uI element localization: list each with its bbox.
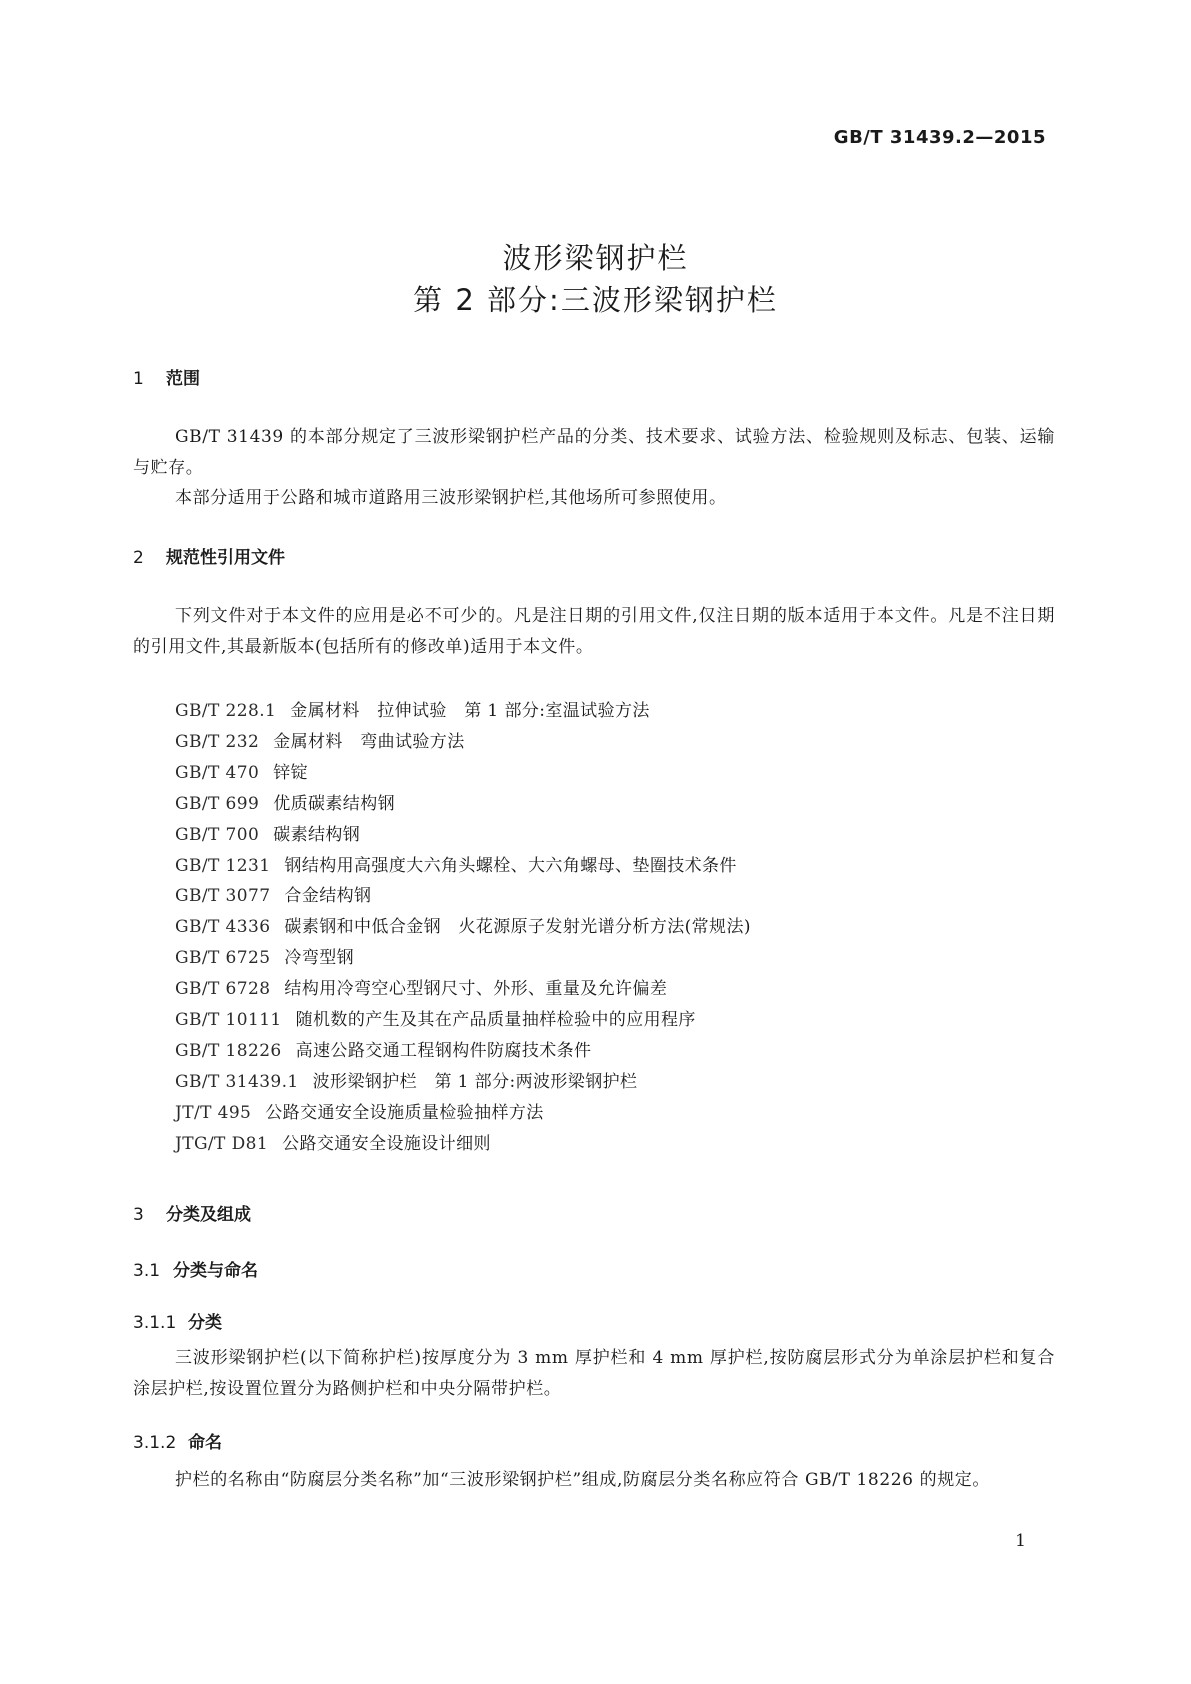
section-number: 3 <box>133 1205 144 1225</box>
reference-title: 结构用冷弯空心型钢尺寸、外形、重量及允许偏差 <box>284 979 668 1000</box>
reference-title: 公路交通安全设施质量检验抽样方法 <box>265 1102 544 1123</box>
section-number: 3.1.2 <box>133 1433 177 1453</box>
reference-list <box>175 696 751 1160</box>
section-1-heading <box>133 364 200 389</box>
reference-title: 金属材料 拉伸试验 第 1 部分:室温试验方法 <box>290 701 650 721</box>
reference-code: GB/T 3077 <box>175 886 271 907</box>
reference-code: GB/T 700 <box>175 824 260 845</box>
reference-item <box>175 1129 751 1160</box>
reference-code: GB/T 6725 <box>175 948 271 969</box>
reference-item <box>175 851 751 882</box>
section-3-heading <box>133 1200 251 1225</box>
paragraph: 护栏的名称由“防腐层分类名称”加“三波形梁钢护栏”组成,防腐层分类名称应符合 GB/T 18226 的规定。 <box>175 1470 990 1490</box>
section-title: 规范性引用文件 <box>166 548 285 568</box>
reference-title: 随机数的产生及其在产品质量抽样检验中的应用程序 <box>295 1010 696 1031</box>
paragraph: GB/T 31439 的本部分规定了三波形梁钢护栏产品的分类、技术要求、试验方法、检验规则及标志、包装、运输与贮存。 <box>133 427 1055 478</box>
reference-code: JT/T 495 <box>175 1102 252 1123</box>
reference-item <box>175 696 751 727</box>
reference-code: GB/T 470 <box>175 762 260 783</box>
reference-title: 高速公路交通工程钢构件防腐技术条件 <box>295 1040 592 1061</box>
section-3-1-2-heading <box>133 1428 222 1453</box>
reference-item <box>175 1005 751 1036</box>
reference-code: GB/T 699 <box>175 793 260 814</box>
reference-title: 冷弯型钢 <box>284 948 355 969</box>
section-3-1-1-heading <box>133 1308 222 1333</box>
section-title: 分类与命名 <box>173 1261 258 1281</box>
reference-code: GB/T 4336 <box>175 917 271 938</box>
reference-item <box>175 943 751 974</box>
paragraph: 本部分适用于公路和城市道路用三波形梁钢护栏,其他场所可参照使用。 <box>175 488 727 508</box>
reference-title: 碳素结构钢 <box>273 824 361 845</box>
reference-item <box>175 727 751 758</box>
reference-code: JTG/T D81 <box>175 1133 269 1154</box>
reference-item <box>175 1098 751 1129</box>
document-title: 波形梁钢护栏 <box>502 241 689 275</box>
reference-item <box>175 912 751 943</box>
section-number: 3.1 <box>133 1261 161 1281</box>
reference-title: 波形梁钢护栏 第 1 部分:两波形梁钢护栏 <box>312 1071 638 1092</box>
page-number: 1 <box>1015 1531 1026 1551</box>
reference-code: GB/T 31439.1 <box>175 1071 299 1092</box>
section-title: 命名 <box>188 1433 222 1453</box>
paragraph: 下列文件对于本文件的应用是必不可少的。凡是注日期的引用文件,仅注日期的版本适用于本文件。凡是不注日期的引用文件,其最新版本(包括所有的修改单)适用于本文件。 <box>133 606 1055 657</box>
reference-item <box>175 758 751 789</box>
standard-number: GB/T 31439.2—2015 <box>833 127 1046 148</box>
section-number: 2 <box>133 548 144 568</box>
reference-item <box>175 1067 751 1098</box>
reference-code: GB/T 6728 <box>175 979 271 1000</box>
section-2-heading <box>133 543 285 568</box>
section-title: 范围 <box>166 369 200 389</box>
reference-code: GB/T 1231 <box>175 855 271 876</box>
reference-item <box>175 820 751 851</box>
reference-title: 锌锭 <box>273 762 309 783</box>
section-number: 3.1.1 <box>133 1313 177 1333</box>
reference-code: GB/T 10111 <box>175 1010 282 1031</box>
reference-title: 金属材料 弯曲试验方法 <box>273 731 465 752</box>
section-3-1-heading <box>133 1256 258 1281</box>
paragraph: 三波形梁钢护栏(以下简称护栏)按厚度分为 3 mm 厚护栏和 4 mm 厚护栏,按防腐层形式分为单涂层护栏和复合涂层护栏,按设置位置分为路侧护栏和中央分隔带护栏。 <box>133 1348 1055 1399</box>
reference-title: 公路交通安全设施设计细则 <box>282 1133 491 1154</box>
section-title: 分类及组成 <box>166 1205 251 1225</box>
reference-code: GB/T 228.1 <box>175 701 277 721</box>
reference-title: 合金结构钢 <box>284 886 372 907</box>
reference-title: 优质碳素结构钢 <box>273 793 396 814</box>
section-number: 1 <box>133 369 144 389</box>
reference-title: 碳素钢和中低合金钢 火花源原子发射光谱分析方法(常规法) <box>284 917 751 938</box>
reference-item <box>175 881 751 912</box>
reference-code: GB/T 18226 <box>175 1040 282 1061</box>
reference-title: 钢结构用高强度大六角头螺栓、大六角螺母、垫圈技术条件 <box>284 855 737 876</box>
reference-item <box>175 1036 751 1067</box>
reference-code: GB/T 232 <box>175 731 260 752</box>
document-subtitle: 第 2 部分:三波形梁钢护栏 <box>413 283 778 317</box>
section-title: 分类 <box>188 1313 222 1333</box>
reference-item <box>175 789 751 820</box>
reference-item <box>175 974 751 1005</box>
